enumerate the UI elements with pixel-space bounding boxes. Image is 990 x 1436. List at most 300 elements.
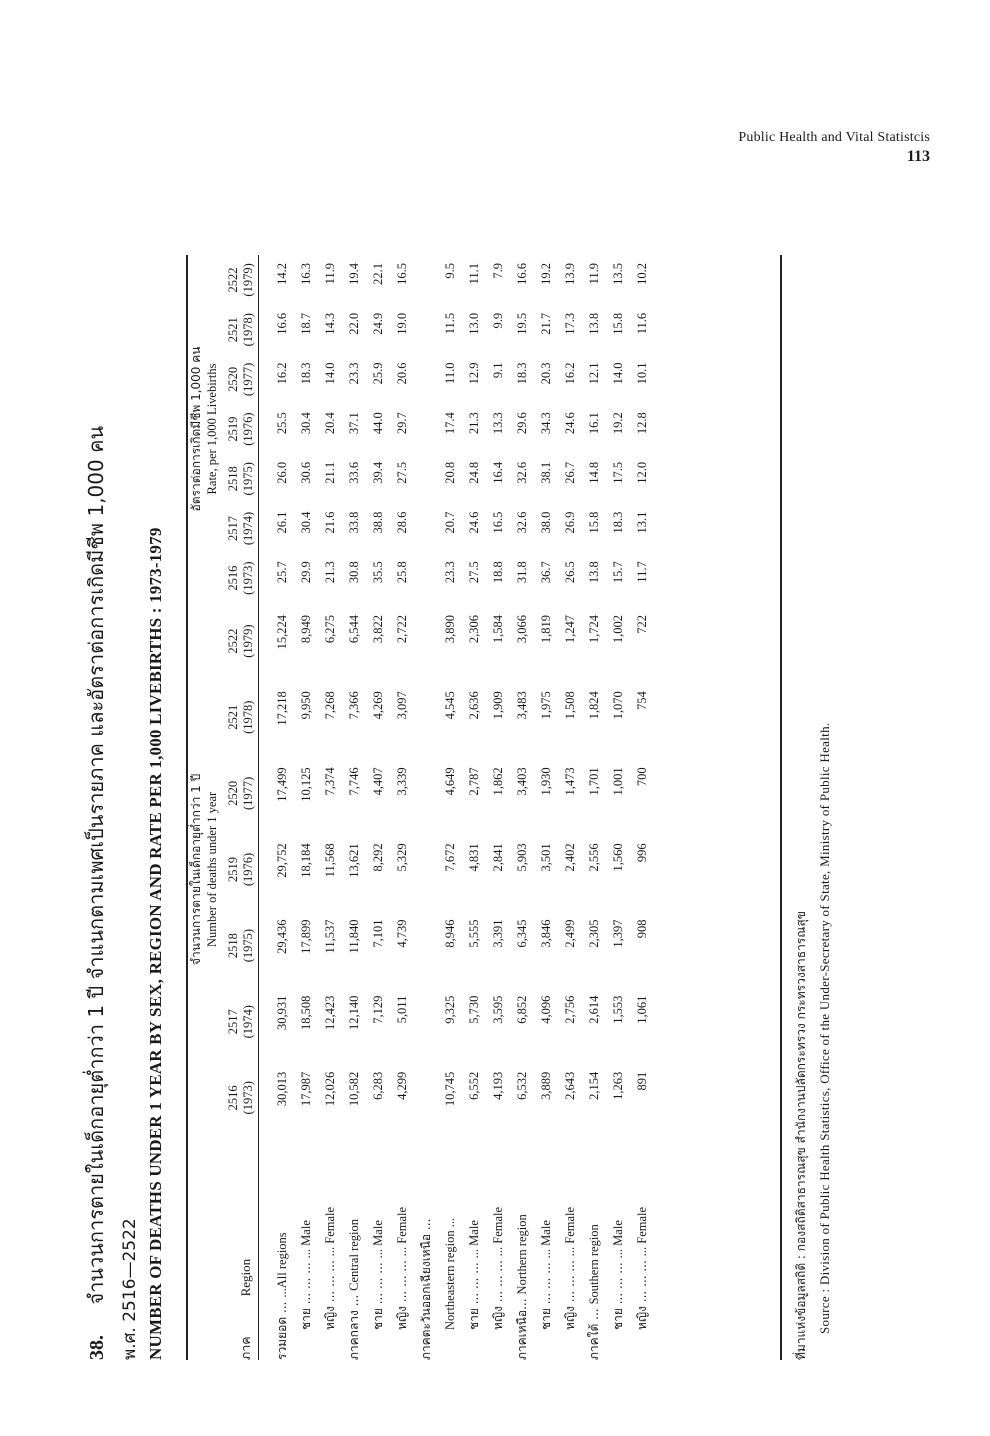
deaths-cell: 2,306 [466, 614, 481, 644]
deaths-cell: 4,096 [538, 995, 553, 1024]
rate-cell: 19.2 [538, 263, 553, 285]
deaths-cell: 29,752 [274, 843, 289, 878]
year-be: 2520 [226, 366, 240, 392]
table-row [414, 255, 438, 1360]
rate-cell: 19.5 [514, 312, 529, 335]
source-note [792, 723, 833, 1360]
deaths-cell: 2,402 [562, 843, 577, 872]
row-label-thai: หญิง ... ... ... [322, 1260, 337, 1330]
row-label-english: Northeastern region ... [442, 1217, 457, 1330]
deaths-cell: 3,846 [538, 919, 553, 948]
table-row [270, 255, 294, 1360]
year-ad: (1975) [241, 928, 255, 963]
row-label-thai: หญิง ... ... ... [490, 1260, 505, 1330]
rate-cell: 12.8 [634, 412, 649, 435]
year-ad: (1976) [241, 852, 255, 887]
data-table [188, 255, 654, 1360]
deaths-cell: 15,224 [274, 614, 289, 650]
deaths-cell: 6,532 [514, 1071, 529, 1100]
rotated-table-page [80, 170, 832, 1360]
region-header-english: Region [238, 1258, 253, 1297]
deaths-cell: 1,070 [610, 691, 625, 720]
rate-cell: 26.0 [274, 461, 289, 484]
table-row [606, 255, 630, 1360]
rate-cell: 38.1 [538, 461, 553, 484]
region-header-thai: ภาค [238, 1336, 253, 1360]
rate-cell: 34.3 [538, 412, 553, 435]
row-label-english: Northern region [514, 1214, 529, 1295]
table-title-thai [80, 426, 112, 1360]
table-row [342, 255, 366, 1360]
year-be: 2522 [226, 628, 240, 654]
year-be: 2518 [226, 466, 240, 492]
year-ad: (1977) [241, 776, 255, 811]
rate-cell: 30.6 [298, 461, 313, 484]
rate-cell: 22.1 [370, 263, 385, 285]
row-label [486, 1136, 510, 1360]
table-body [256, 255, 654, 1360]
rate-cell: 26.9 [562, 511, 577, 534]
rate-cell: 29.6 [514, 412, 529, 435]
deaths-cell: 11,568 [322, 843, 337, 878]
rate-cell: 15.8 [586, 511, 601, 534]
deaths-group-header [188, 603, 220, 1136]
deaths-cell: 908 [634, 919, 649, 939]
rate-cell: 16.6 [514, 263, 529, 285]
rate-cell: 23.3 [442, 561, 457, 584]
rate-cell: 11.5 [442, 312, 457, 335]
table-row [630, 255, 654, 1360]
row-label [342, 1136, 366, 1360]
deaths-cell: 2,756 [562, 995, 577, 1024]
deaths-cell: 13,621 [346, 843, 361, 878]
row-label-english: ... Male [610, 1220, 625, 1259]
rate-cell: 30.8 [346, 561, 361, 584]
rate-cell: 30.4 [298, 412, 313, 435]
year-be: 2521 [226, 704, 240, 730]
deaths-cell: 6,552 [466, 1071, 481, 1100]
year-ad: (1974) [241, 511, 255, 546]
deaths-cell: 2,722 [394, 614, 409, 644]
rate-cell: 25.9 [370, 362, 385, 385]
region-column-header [188, 1136, 256, 1360]
source-english: Source : Division of Public Health Statistics, Office of the Under-Secretary of State, Ministry of Public Health. [817, 722, 832, 1334]
deaths-cell: 11,537 [322, 919, 337, 954]
rate-cell: 16.3 [298, 263, 313, 285]
rate-cell: 39.4 [370, 461, 385, 484]
rate-header-english: Rate, per 1,000 Livebirths [205, 363, 219, 495]
deaths-cell: 5,329 [394, 843, 409, 872]
deaths-cell: 8,946 [442, 919, 457, 948]
row-label-english: ... Male [370, 1220, 385, 1259]
rate-cell: 29.9 [298, 561, 313, 584]
deaths-cell: 10,745 [442, 1071, 457, 1107]
deaths-cell: 1,263 [610, 1071, 625, 1100]
deaths-cell: 10,125 [298, 767, 313, 802]
table-row [582, 255, 606, 1360]
deaths-cell: 18,508 [298, 995, 313, 1031]
rate-year-header [220, 255, 256, 305]
row-label [390, 1136, 414, 1360]
deaths-cell: 7,746 [346, 767, 361, 796]
deaths-cell: 5,903 [514, 843, 529, 872]
rate-cell: 44.0 [370, 412, 385, 435]
deaths-cell: 2,499 [562, 919, 577, 948]
deaths-cell: 7,268 [322, 691, 337, 720]
rate-cell: 21.7 [538, 312, 553, 335]
table-row [510, 255, 534, 1360]
deaths-year-header [220, 831, 256, 907]
row-label [582, 1136, 606, 1360]
year-be: 2519 [226, 856, 240, 882]
rate-cell: 18.3 [298, 362, 313, 385]
deaths-cell: 1,473 [562, 767, 577, 796]
year-ad: (1979) [241, 263, 255, 297]
deaths-cell: 4,269 [370, 691, 385, 720]
rate-cell: 13.8 [586, 312, 601, 335]
row-label [462, 1136, 486, 1360]
deaths-year-header [220, 679, 256, 755]
rate-cell: 11.6 [634, 312, 649, 335]
deaths-header-thai: จำนวนการตายในเด็กอายุต่ำกว่า 1 ปี [189, 773, 203, 966]
rate-cell: 13.0 [466, 312, 481, 335]
rate-cell: 14.2 [274, 263, 289, 285]
rate-cell: 14.0 [610, 362, 625, 385]
rate-cell: 36.7 [538, 561, 553, 584]
rate-cell: 23.3 [346, 362, 361, 385]
year-be: 2516 [226, 565, 240, 591]
row-label [414, 1136, 438, 1360]
rate-cell: 12.0 [634, 461, 649, 484]
deaths-cell: 3,501 [538, 843, 553, 872]
year-ad: (1975) [241, 462, 255, 496]
rate-cell: 21.6 [322, 511, 337, 534]
deaths-cell: 5,011 [394, 995, 409, 1024]
rate-cell: 12.1 [586, 362, 601, 385]
deaths-cell: 1,909 [490, 691, 505, 720]
rate-cell: 20.8 [442, 461, 457, 484]
table-row [558, 255, 582, 1360]
rate-cell: 16.2 [562, 362, 577, 385]
rate-cell: 32.6 [514, 461, 529, 484]
row-label-thai: ภาคกลาง ... [346, 1294, 361, 1360]
deaths-cell: 7,672 [442, 843, 457, 872]
deaths-cell: 1,553 [610, 995, 625, 1024]
rate-year-header [220, 404, 256, 454]
table-row [294, 255, 318, 1360]
bottom-rule [780, 255, 782, 1360]
table-year-range: พ.ศ. 2516—2522 [120, 1218, 140, 1360]
deaths-cell: 9,950 [298, 691, 313, 720]
deaths-cell: 12,026 [322, 1071, 337, 1107]
row-label-thai: รวมยอด ... [274, 1301, 289, 1360]
deaths-cell: 1,397 [610, 919, 625, 948]
deaths-cell: 7,129 [370, 995, 385, 1024]
table-row [318, 255, 342, 1360]
deaths-cell: 17,218 [274, 691, 289, 726]
deaths-cell: 3,822 [370, 614, 385, 644]
running-header [640, 130, 930, 166]
rate-cell: 38.0 [538, 511, 553, 534]
rate-cell: 38.8 [370, 511, 385, 534]
deaths-cell: 29,436 [274, 919, 289, 954]
deaths-cell: 891 [634, 1071, 649, 1091]
rate-cell: 14.8 [586, 461, 601, 484]
row-label [318, 1136, 342, 1360]
deaths-cell: 4,831 [466, 843, 481, 872]
deaths-cell: 8,292 [370, 843, 385, 872]
deaths-cell: 17,499 [274, 767, 289, 802]
table-row [390, 255, 414, 1360]
deaths-cell: 1,061 [634, 995, 649, 1024]
deaths-cell: 1,824 [586, 691, 601, 720]
rate-cell: 33.6 [346, 461, 361, 484]
table-row [462, 255, 486, 1360]
table-title-thai-text: จำนวนการตายในเด็กอายุต่ำกว่า 1 ปี จำแนกตามเพศเป็นรายภาค และอัตราต่อการเกิดมีชีพ 1,000 คน [84, 425, 108, 1305]
deaths-cell: 6,544 [346, 614, 361, 644]
rate-cell: 13.9 [562, 263, 577, 285]
deaths-cell: 2,556 [586, 843, 601, 872]
rate-cell: 7.9 [490, 263, 505, 279]
deaths-cell: 17,987 [298, 1071, 313, 1107]
row-label [606, 1136, 630, 1360]
row-label-thai: หญิง ... ... ... [634, 1260, 649, 1330]
rate-cell: 19.0 [394, 312, 409, 335]
deaths-cell: 4,407 [370, 767, 385, 796]
rate-cell: 9.9 [490, 312, 505, 329]
deaths-cell: 3,889 [538, 1071, 553, 1100]
rate-year-header [220, 504, 256, 554]
source-thai: ที่มาแห่งข้อมูลสถิติ : กองสถิติสาธารณสุข สำนักงานปลัดกระทรวง กระทรวงสาธารณสุข [794, 911, 808, 1360]
deaths-cell: 3,890 [442, 614, 457, 644]
rate-cell: 30.4 [298, 511, 313, 534]
rate-cell: 16.5 [394, 263, 409, 285]
deaths-cell: 1,701 [586, 767, 601, 796]
row-label-english: ... Male [466, 1220, 481, 1259]
rate-cell: 26.7 [562, 461, 577, 484]
row-label-thai: ชาย ... ... ... [538, 1262, 553, 1330]
year-be: 2518 [226, 933, 240, 959]
spacer-row [256, 255, 270, 1360]
rate-cell: 32.6 [514, 511, 529, 534]
rate-cell: 24.6 [466, 511, 481, 534]
year-ad: (1976) [241, 412, 255, 446]
rate-cell: 20.4 [322, 412, 337, 435]
rate-cell: 18.3 [610, 511, 625, 534]
row-label-english: ...All regions [274, 1232, 289, 1298]
row-label-thai: หญิง ... ... ... [562, 1260, 577, 1330]
deaths-cell: 4,739 [394, 919, 409, 948]
deaths-cell: 6,852 [514, 995, 529, 1024]
row-label-english: ... Female [634, 1206, 649, 1257]
year-be: 2522 [226, 267, 240, 293]
rate-cell: 13.8 [586, 561, 601, 584]
rate-cell: 12.9 [466, 362, 481, 385]
year-ad: (1977) [241, 362, 255, 397]
deaths-cell: 3,483 [514, 691, 529, 720]
row-label-english: ... Male [538, 1220, 553, 1259]
deaths-cell: 996 [634, 843, 649, 863]
rate-cell: 20.7 [442, 511, 457, 534]
rate-cell: 13.3 [490, 412, 505, 435]
year-ad: (1973) [241, 1081, 255, 1115]
deaths-cell: 7,366 [346, 691, 361, 720]
rate-cell: 24.8 [466, 461, 481, 484]
deaths-cell: 754 [634, 691, 649, 710]
deaths-year-header [220, 1060, 256, 1136]
rate-cell: 10.2 [634, 263, 649, 285]
deaths-cell: 30,013 [274, 1071, 289, 1107]
deaths-cell: 8,949 [298, 614, 313, 644]
rate-cell: 17.3 [562, 312, 577, 335]
year-ad: (1978) [241, 313, 255, 347]
year-be: 2516 [226, 1085, 240, 1111]
row-label-thai: ชาย ... ... ... [370, 1262, 385, 1330]
rate-cell: 9.5 [442, 263, 457, 279]
rate-cell: 16.4 [490, 461, 505, 484]
year-be: 2521 [226, 317, 240, 343]
year-ad: (1979) [241, 624, 255, 658]
deaths-cell: 1,560 [610, 843, 625, 872]
rate-cell: 10.1 [634, 362, 649, 385]
row-label [270, 1136, 294, 1360]
year-be: 2517 [226, 1009, 240, 1035]
rate-cell: 11.7 [634, 561, 649, 583]
rate-cell: 14.3 [322, 312, 337, 335]
deaths-year-header [220, 908, 256, 984]
rate-cell: 9.1 [490, 362, 505, 379]
rate-group-header [188, 255, 220, 603]
year-ad: (1978) [241, 700, 255, 734]
rate-cell: 22.0 [346, 312, 361, 335]
deaths-year-header [220, 984, 256, 1060]
deaths-year-header [220, 755, 256, 831]
deaths-cell: 2,643 [562, 1071, 577, 1100]
deaths-cell: 1,724 [586, 614, 601, 644]
row-label [366, 1136, 390, 1360]
rate-cell: 24.6 [562, 412, 577, 435]
deaths-cell: 1,930 [538, 767, 553, 796]
deaths-cell: 4,193 [490, 1071, 505, 1100]
deaths-cell: 722 [634, 614, 649, 634]
year-ad: (1973) [241, 561, 255, 595]
deaths-cell: 4,299 [394, 1071, 409, 1100]
deaths-cell: 1,508 [562, 691, 577, 720]
deaths-cell: 7,101 [370, 919, 385, 948]
row-label-thai: ภาคใต้ ... [586, 1308, 601, 1360]
deaths-cell: 6,275 [322, 614, 337, 644]
table-number: 38. [86, 1335, 108, 1360]
row-label-english: ... Male [298, 1220, 313, 1259]
deaths-cell: 12,140 [346, 995, 361, 1031]
deaths-cell: 3,339 [394, 767, 409, 796]
rate-cell: 19.4 [346, 263, 361, 285]
rate-year-header [220, 355, 256, 405]
deaths-cell: 6,345 [514, 919, 529, 948]
deaths-cell: 1,975 [538, 691, 553, 720]
rate-cell: 21.1 [322, 461, 337, 484]
year-be: 2520 [226, 780, 240, 806]
row-label-thai: หญิง ... ... ... [394, 1260, 409, 1330]
row-label-thai: ภาคตะวันออกเฉียงเหนือ ... [418, 1218, 433, 1360]
table-title-english: NUMBER OF DEATHS UNDER 1 YEAR BY SEX, REGION AND RATE PER 1,000 LIVEBIRTHS : 1973-1979 [146, 527, 165, 1360]
deaths-cell: 1,862 [490, 767, 505, 796]
rate-cell: 21.3 [322, 561, 337, 584]
row-label-english: ... Female [490, 1206, 505, 1257]
deaths-cell: 1,819 [538, 614, 553, 644]
rate-cell: 35.5 [370, 561, 385, 584]
deaths-cell: 1,001 [610, 767, 625, 796]
rate-cell: 26.1 [274, 511, 289, 534]
rate-cell: 20.6 [394, 362, 409, 385]
row-label-thai: ภาคเหนือ... [514, 1298, 529, 1360]
rate-cell: 31.8 [514, 561, 529, 584]
deaths-cell: 2,841 [490, 843, 505, 872]
row-label [438, 1136, 462, 1360]
row-label [534, 1136, 558, 1360]
row-label-english: Southern region [586, 1224, 601, 1305]
rate-year-header [220, 553, 256, 603]
rate-cell: 19.2 [610, 412, 625, 435]
row-label [630, 1136, 654, 1360]
deaths-cell: 17,899 [298, 919, 313, 954]
rate-cell: 25.7 [274, 561, 289, 584]
deaths-cell: 5,730 [466, 995, 481, 1024]
year-be: 2519 [226, 416, 240, 442]
rate-cell: 21.3 [466, 412, 481, 435]
deaths-cell: 700 [634, 767, 649, 787]
row-label [510, 1136, 534, 1360]
deaths-cell: 4,649 [442, 767, 457, 796]
rate-cell: 15.7 [610, 561, 625, 584]
rate-cell: 15.8 [610, 312, 625, 335]
rate-cell: 14.0 [322, 362, 337, 385]
rate-cell: 13.1 [634, 511, 649, 534]
deaths-cell: 1,584 [490, 614, 505, 644]
rate-cell: 11.9 [322, 263, 337, 285]
rate-cell: 16.1 [586, 412, 601, 435]
deaths-cell: 2,154 [586, 1071, 601, 1100]
deaths-cell: 4,545 [442, 691, 457, 720]
deaths-cell: 9,325 [442, 995, 457, 1024]
deaths-cell: 10,582 [346, 1071, 361, 1107]
row-label-english: ... Female [322, 1206, 337, 1257]
rate-cell: 16.5 [490, 511, 505, 534]
deaths-cell: 5,555 [466, 919, 481, 948]
row-label-english: ... Female [394, 1206, 409, 1257]
rate-header-thai: อัตราต่อการเกิดมีชีพ 1,000 คน [189, 346, 203, 512]
row-label-english: ... Female [562, 1206, 577, 1257]
table-row [534, 255, 558, 1360]
year-ad: (1974) [241, 1005, 255, 1039]
rate-cell: 11.0 [442, 362, 457, 384]
deaths-cell: 6,283 [370, 1071, 385, 1100]
rate-cell: 16.6 [274, 312, 289, 335]
deaths-cell: 3,066 [514, 614, 529, 644]
deaths-cell: 7,374 [322, 767, 337, 796]
deaths-cell: 18,184 [298, 843, 313, 878]
deaths-cell: 2,305 [586, 919, 601, 948]
rate-cell: 13.5 [610, 263, 625, 285]
rate-year-header [220, 305, 256, 355]
rate-year-header [220, 454, 256, 504]
deaths-header-english: Number of deaths under 1 year [205, 791, 219, 947]
deaths-cell: 1,002 [610, 614, 625, 644]
deaths-cell: 30,931 [274, 995, 289, 1031]
deaths-cell: 1,247 [562, 614, 577, 644]
table-row [486, 255, 510, 1360]
deaths-cell: 3,391 [490, 919, 505, 948]
